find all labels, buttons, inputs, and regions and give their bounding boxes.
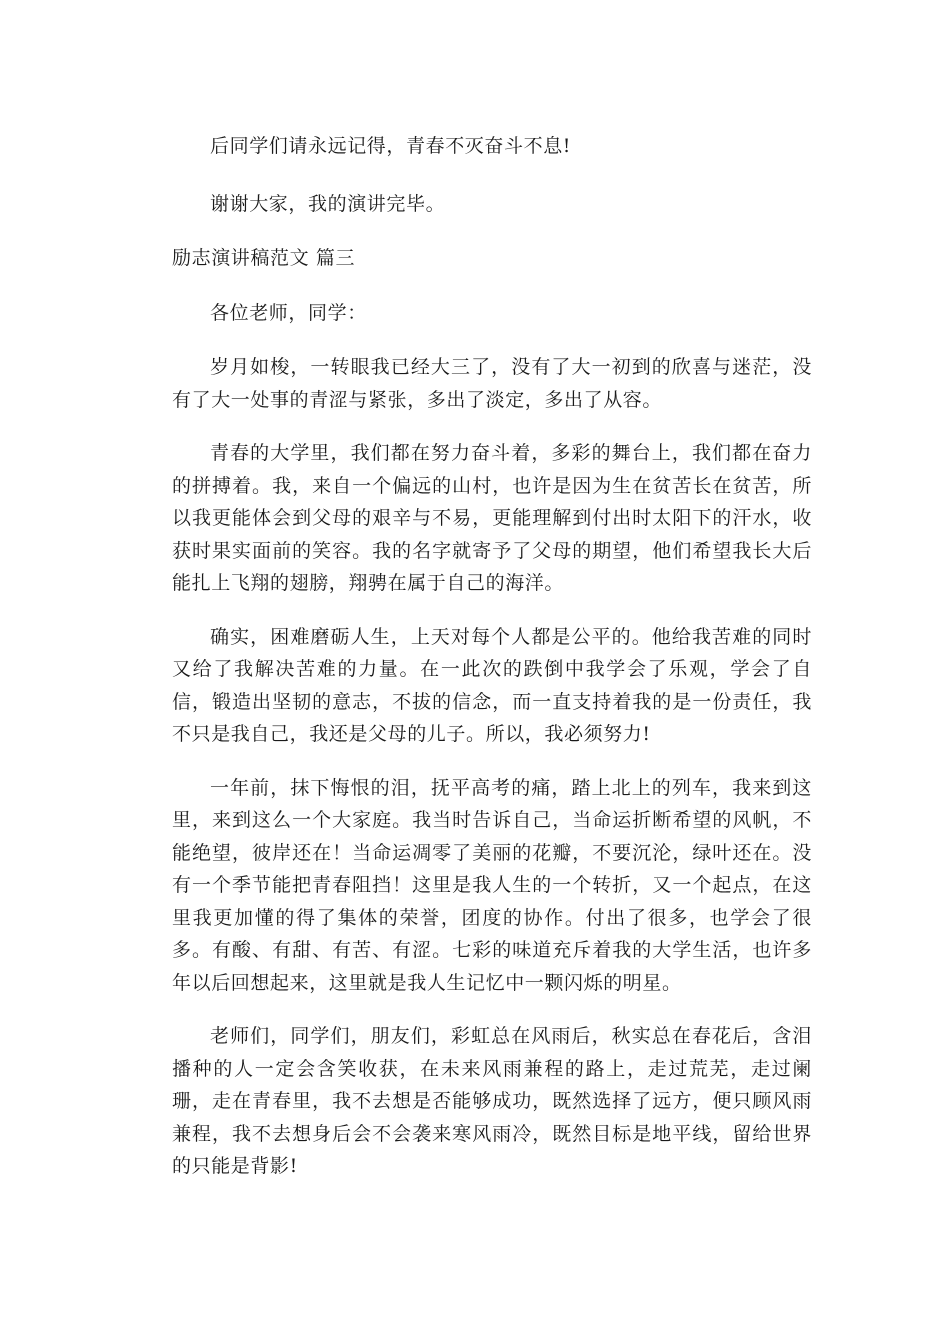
paragraph-5: 老师们，同学们，朋友们，彩虹总在风雨后，秋实总在春花后，含泪播种的人一定会含笑收获，在未来风雨兼程的路上，走过荒芜，走过阑珊，走在青春里，我不去想是否能够成功，既然选择了远方，便只顾风雨兼程，我不去想身后会不会袭来寒风雨冷，既然目标是地平线，留给世界的只能是背影! <box>172 1025 812 1177</box>
thanks-line: 谢谢大家，我的演讲完毕。 <box>210 192 446 215</box>
paragraph-4: 一年前，抹下悔恨的泪，抚平高考的痛，踏上北上的列车，我来到这里，来到这么一个大家庭。我当时告诉自己，当命运折断希望的风帆，不能绝望，彼岸还在！当命运凋零了美丽的花瓣，不要沉沦，绿叶还在。没有一个季节能把青春阻挡！这里是我人生的一个转折，又一个起点，在这里我更加懂的得了集体的荣誉，团度的协作。付出了很多，也学会了很多。有酸、有甜、有苦、有涩。七彩的味道充斥着我的大学生活，也许多年以后回想起来，这里就是我人生记忆中一颗闪烁的明星。 <box>172 776 812 994</box>
section-heading: 励志演讲稿范文 篇三 <box>172 247 356 269</box>
closing-line: 后同学们请永远记得，青春不灭奋斗不息! <box>210 135 572 157</box>
paragraph-1: 岁月如梭，一转眼我已经大三了，没有了大一初到的欣喜与迷茫，没有了大一处事的青涩与紧张，多出了淡定，多出了从容。 <box>172 356 812 411</box>
paragraph-3: 确实，困难磨砺人生，上天对每个人都是公平的。他给我苦难的同时又给了我解决苦难的力量。在一此次的跌倒中我学会了乐观，学会了自信，锻造出坚韧的意志，不拔的信念，而一直支持着我的是一份责任，我不只是我自己，我还是父母的儿子。所以，我必须努力! <box>172 625 812 745</box>
salutation: 各位老师，同学： <box>210 301 367 324</box>
document-body <box>172 130 812 1204</box>
paragraph-2: 青春的大学里，我们都在努力奋斗着，多彩的舞台上，我们都在奋力的拼搏着。我，来自一个偏远的山村，也许是因为生在贫苦长在贫苦，所以我更能体会到父母的艰辛与不易，更能理解到付出时太阳下的汗水，收获时果实面前的笑容。我的名字就寄予了父母的期望，他们希望我长大后能扎上飞翔的翅膀，翔骋在属于自己的海洋。 <box>172 442 812 594</box>
